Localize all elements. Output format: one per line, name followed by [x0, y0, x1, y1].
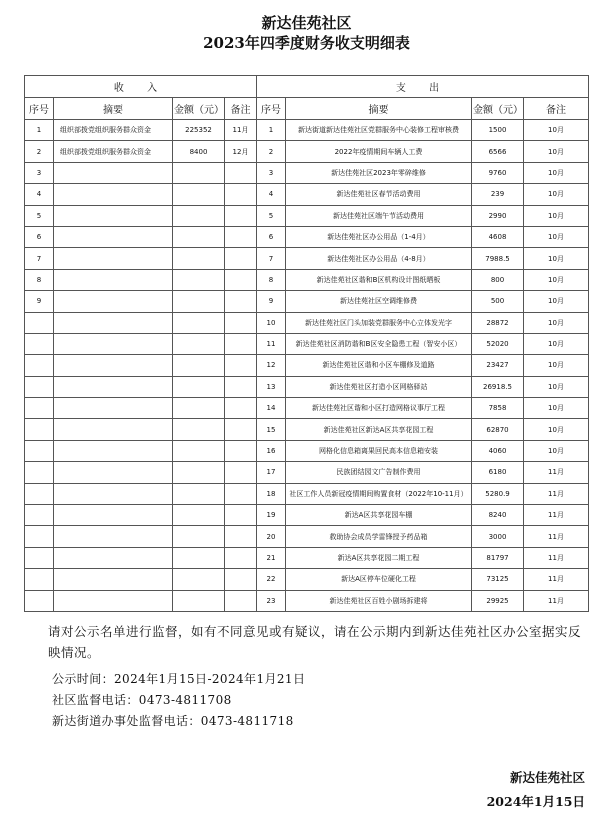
income-seq-cell: 8: [25, 269, 54, 290]
expense-seq-cell: 20: [257, 526, 286, 547]
notice-period: 公示时间：2024年1月15日-2024年1月21日: [52, 672, 306, 686]
expense-amount-cell: 7858: [472, 398, 524, 419]
expense-amount-cell: 4060: [472, 440, 524, 461]
income-seq-cell: [25, 419, 54, 440]
expense-amount-cell: 3000: [472, 526, 524, 547]
expense-remark-cell: 10月: [524, 205, 589, 226]
income-summary-cell: [54, 312, 173, 333]
expense-remark-cell: 11月: [524, 505, 589, 526]
income-remark-cell: 12月: [225, 141, 257, 162]
expense-seq-cell: 9: [257, 291, 286, 312]
notice-text: 请对公示名单进行监督，如有不同意见或有疑议，请在公示期内到新达佳苑社区办公室据实反映情况。: [48, 624, 582, 660]
column-header-row: [25, 98, 589, 120]
income-seq-cell: 5: [25, 205, 54, 226]
income-remark-cell: [225, 248, 257, 269]
expense-amount-cell: 6566: [472, 141, 524, 162]
expense-seq-cell: 1: [257, 120, 286, 141]
income-summary-cell: [54, 355, 173, 376]
table-row: [25, 291, 589, 312]
expense-col-seq: 序号: [257, 98, 286, 120]
expense-remark-cell: 10月: [524, 440, 589, 461]
table-row: [25, 419, 589, 440]
table-row: [25, 376, 589, 397]
income-remark-cell: [225, 312, 257, 333]
expense-summary-cell: 新达佳苑社区谐和小区打造网格议事厅工程: [286, 398, 472, 419]
expense-summary-cell: 新达佳苑社区春节活动费用: [286, 184, 472, 205]
income-seq-cell: [25, 569, 54, 590]
expense-remark-cell: 10月: [524, 312, 589, 333]
income-summary-cell: [54, 569, 173, 590]
income-seq-cell: 6: [25, 226, 54, 247]
expense-remark-cell: 10月: [524, 419, 589, 440]
expense-summary-cell: 新达A区共享花园二期工程: [286, 547, 472, 568]
income-remark-cell: [225, 291, 257, 312]
income-remark-cell: [225, 569, 257, 590]
expense-amount-cell: 800: [472, 269, 524, 290]
expense-seq-cell: 22: [257, 569, 286, 590]
table-row: [25, 226, 589, 247]
expense-remark-cell: 10月: [524, 269, 589, 290]
income-col-summary: 摘要: [54, 98, 173, 120]
expense-amount-cell: 8240: [472, 505, 524, 526]
income-seq-cell: 3: [25, 162, 54, 183]
income-summary-cell: [54, 184, 173, 205]
income-amount-cell: 225352: [173, 120, 225, 141]
income-remark-cell: [225, 398, 257, 419]
expense-seq-cell: 5: [257, 205, 286, 226]
income-amount-cell: [173, 505, 225, 526]
expense-amount-cell: 28872: [472, 312, 524, 333]
expense-remark-cell: 10月: [524, 376, 589, 397]
expense-seq-cell: 23: [257, 590, 286, 611]
expense-remark-cell: 10月: [524, 162, 589, 183]
table-row: [25, 333, 589, 354]
expense-summary-cell: 新达佳苑社区办公用品（1-4月）: [286, 226, 472, 247]
expense-amount-cell: 29925: [472, 590, 524, 611]
table-row: [25, 590, 589, 611]
expense-amount-cell: 1500: [472, 120, 524, 141]
signature-org: 新达佳苑社区: [509, 770, 585, 785]
expense-summary-cell: 新达A区共享花园车棚: [286, 505, 472, 526]
income-col-seq: 序号: [25, 98, 54, 120]
expense-summary-cell: 民族团结园文广告制作费用: [286, 462, 472, 483]
income-remark-cell: [225, 590, 257, 611]
expense-remark-cell: 10月: [524, 398, 589, 419]
expense-summary-cell: 新达佳苑社区消防谐和B区安全隐患工程（智安小区）: [286, 333, 472, 354]
table-row: [25, 462, 589, 483]
expense-amount-cell: 81797: [472, 547, 524, 568]
expense-summary-cell: 新达佳苑社区办公用品（4-8月）: [286, 248, 472, 269]
income-summary-cell: [54, 483, 173, 504]
expense-summary-cell: 新达佳苑社区百姓小剧场拆建将: [286, 590, 472, 611]
income-amount-cell: [173, 590, 225, 611]
income-seq-cell: [25, 398, 54, 419]
income-seq-cell: 2: [25, 141, 54, 162]
income-amount-cell: [173, 547, 225, 568]
expense-seq-cell: 17: [257, 462, 286, 483]
income-amount-cell: [173, 205, 225, 226]
expense-summary-cell: 新达佳苑社区谐和B区机构设计图纸晒板: [286, 269, 472, 290]
income-amount-cell: [173, 440, 225, 461]
expense-amount-cell: 52020: [472, 333, 524, 354]
expense-remark-cell: 11月: [524, 547, 589, 568]
table-row: [25, 505, 589, 526]
expense-remark-cell: 11月: [524, 590, 589, 611]
income-amount-cell: [173, 419, 225, 440]
income-remark-cell: [225, 376, 257, 397]
income-seq-cell: 9: [25, 291, 54, 312]
income-summary-cell: [54, 376, 173, 397]
expense-summary-cell: 网格化信息箱离果回民高本信息箱安装: [286, 440, 472, 461]
community-phone: 社区监督电话：0473-4811708: [52, 693, 232, 707]
income-summary-cell: [54, 291, 173, 312]
income-amount-cell: 8400: [173, 141, 225, 162]
income-remark-cell: [225, 419, 257, 440]
expense-amount-cell: 2990: [472, 205, 524, 226]
expense-seq-cell: 18: [257, 483, 286, 504]
table-row: [25, 440, 589, 461]
income-summary-cell: [54, 505, 173, 526]
expense-seq-cell: 21: [257, 547, 286, 568]
expense-amount-cell: 23427: [472, 355, 524, 376]
income-seq-cell: 7: [25, 248, 54, 269]
finance-table: [24, 75, 589, 612]
income-remark-cell: [225, 269, 257, 290]
expense-summary-cell: 2022年疫情期间车辆人工费: [286, 141, 472, 162]
income-summary-cell: [54, 547, 173, 568]
expense-amount-cell: 239: [472, 184, 524, 205]
expense-seq-cell: 15: [257, 419, 286, 440]
income-seq-cell: [25, 355, 54, 376]
expense-remark-cell: 11月: [524, 483, 589, 504]
income-amount-cell: [173, 462, 225, 483]
income-seq-cell: [25, 505, 54, 526]
income-seq-cell: [25, 483, 54, 504]
income-amount-cell: [173, 376, 225, 397]
expense-summary-cell: 新达佳苑社区谐和小区车棚修及道路: [286, 355, 472, 376]
table-row: [25, 248, 589, 269]
income-remark-cell: [225, 333, 257, 354]
table-row: [25, 547, 589, 568]
income-remark-cell: [225, 462, 257, 483]
expense-seq-cell: 10: [257, 312, 286, 333]
income-amount-cell: [173, 569, 225, 590]
expense-remark-cell: 10月: [524, 248, 589, 269]
expense-summary-cell: 新达佳苑社区新达A区共享花园工程: [286, 419, 472, 440]
income-summary-cell: [54, 162, 173, 183]
income-seq-cell: [25, 376, 54, 397]
income-remark-cell: [225, 526, 257, 547]
expense-remark-cell: 10月: [524, 226, 589, 247]
section-header-row: [25, 76, 589, 98]
expense-seq-cell: 12: [257, 355, 286, 376]
table-row: [25, 312, 589, 333]
income-remark-cell: [225, 483, 257, 504]
income-amount-cell: [173, 184, 225, 205]
income-summary-cell: [54, 590, 173, 611]
expense-seq-cell: 8: [257, 269, 286, 290]
income-seq-cell: 4: [25, 184, 54, 205]
income-summary-cell: [54, 205, 173, 226]
expense-remark-cell: 10月: [524, 141, 589, 162]
income-seq-cell: [25, 590, 54, 611]
income-summary-cell: [54, 419, 173, 440]
income-remark-cell: [225, 440, 257, 461]
income-amount-cell: [173, 226, 225, 247]
expense-amount-cell: 5280.9: [472, 483, 524, 504]
signature-date: 2024年1月15日: [486, 794, 585, 809]
document-subtitle: 2023年四季度财务收支明细表: [203, 34, 410, 52]
expense-remark-cell: 11月: [524, 462, 589, 483]
expense-seq-cell: 7: [257, 248, 286, 269]
expense-amount-cell: 62870: [472, 419, 524, 440]
document-title: 新达佳苑社区: [261, 14, 352, 32]
expense-seq-cell: 16: [257, 440, 286, 461]
income-amount-cell: [173, 483, 225, 504]
expense-summary-cell: 新达佳苑社区空调维修费: [286, 291, 472, 312]
expense-col-remark: 备注: [524, 98, 589, 120]
expense-remark-cell: 10月: [524, 120, 589, 141]
income-remark-cell: [225, 205, 257, 226]
income-remark-cell: [225, 162, 257, 183]
expense-seq-cell: 13: [257, 376, 286, 397]
income-summary-cell: [54, 226, 173, 247]
expense-summary-cell: 新达A区停车位硬化工程: [286, 569, 472, 590]
expense-amount-cell: 26918.5: [472, 376, 524, 397]
expense-seq-cell: 4: [257, 184, 286, 205]
income-remark-cell: 11月: [225, 120, 257, 141]
income-amount-cell: [173, 312, 225, 333]
income-col-amount: 金额（元）: [173, 98, 225, 120]
table-row: [25, 141, 589, 162]
expense-col-summary: 摘要: [286, 98, 472, 120]
income-summary-cell: [54, 398, 173, 419]
income-summary-cell: [54, 248, 173, 269]
income-summary-cell: 组织部拨党组织服务群众资金: [54, 120, 173, 141]
table-row: [25, 398, 589, 419]
expense-seq-cell: 3: [257, 162, 286, 183]
table-row: [25, 269, 589, 290]
expense-amount-cell: 9760: [472, 162, 524, 183]
expense-amount-cell: 7988.5: [472, 248, 524, 269]
income-summary-cell: [54, 526, 173, 547]
table-row: [25, 483, 589, 504]
expense-summary-cell: 社区工作人员新冠疫情期间购置食材（2022年10-11月）: [286, 483, 472, 504]
expense-seq-cell: 2: [257, 141, 286, 162]
expense-amount-cell: 73125: [472, 569, 524, 590]
income-seq-cell: [25, 333, 54, 354]
table-row: [25, 120, 589, 141]
income-remark-cell: [225, 226, 257, 247]
income-seq-cell: [25, 526, 54, 547]
income-remark-cell: [225, 184, 257, 205]
table-row: [25, 205, 589, 226]
income-summary-cell: [54, 269, 173, 290]
expense-summary-cell: 新达佳苑社区打造小区网格驿站: [286, 376, 472, 397]
income-col-remark: 备注: [225, 98, 257, 120]
table-row: [25, 355, 589, 376]
income-summary-cell: [54, 333, 173, 354]
income-amount-cell: [173, 162, 225, 183]
expense-amount-cell: 6180: [472, 462, 524, 483]
income-amount-cell: [173, 291, 225, 312]
income-seq-cell: [25, 440, 54, 461]
expense-summary-cell: 新达街道新达佳苑社区党群服务中心装修工程审核费: [286, 120, 472, 141]
expense-summary-cell: 新达佳苑社区门头加装党群服务中心立体发光字: [286, 312, 472, 333]
expense-remark-cell: 10月: [524, 355, 589, 376]
income-section-header: 收 入: [25, 76, 257, 98]
income-amount-cell: [173, 355, 225, 376]
table-row: [25, 162, 589, 183]
expense-col-amount: 金额（元）: [472, 98, 524, 120]
income-summary-cell: [54, 462, 173, 483]
expense-amount-cell: 500: [472, 291, 524, 312]
expense-remark-cell: 10月: [524, 333, 589, 354]
income-summary-cell: [54, 440, 173, 461]
expense-summary-cell: 新达佳苑社区端午节活动费用: [286, 205, 472, 226]
table-row: [25, 184, 589, 205]
expense-amount-cell: 4608: [472, 226, 524, 247]
table-row: [25, 569, 589, 590]
expense-remark-cell: 11月: [524, 526, 589, 547]
expense-remark-cell: 11月: [524, 569, 589, 590]
expense-seq-cell: 6: [257, 226, 286, 247]
income-seq-cell: [25, 312, 54, 333]
income-summary-cell: 组织部拨党组织服务群众资金: [54, 141, 173, 162]
income-amount-cell: [173, 269, 225, 290]
notice-paragraph: [48, 621, 588, 663]
income-remark-cell: [225, 355, 257, 376]
expense-remark-cell: 10月: [524, 184, 589, 205]
income-remark-cell: [225, 505, 257, 526]
expense-summary-cell: 新达佳苑社区2023年零碎维修: [286, 162, 472, 183]
income-seq-cell: [25, 462, 54, 483]
table-row: [25, 526, 589, 547]
income-seq-cell: 1: [25, 120, 54, 141]
expense-remark-cell: 10月: [524, 291, 589, 312]
expense-summary-cell: 救助协会成员学雷锋授予药品箱: [286, 526, 472, 547]
income-remark-cell: [225, 547, 257, 568]
expense-seq-cell: 19: [257, 505, 286, 526]
income-seq-cell: [25, 547, 54, 568]
expense-seq-cell: 11: [257, 333, 286, 354]
income-amount-cell: [173, 248, 225, 269]
income-amount-cell: [173, 526, 225, 547]
expense-section-header: 支 出: [257, 76, 589, 98]
income-amount-cell: [173, 333, 225, 354]
income-amount-cell: [173, 398, 225, 419]
expense-seq-cell: 14: [257, 398, 286, 419]
street-phone: 新达街道办事处监督电话：0473-4811718: [52, 714, 294, 728]
